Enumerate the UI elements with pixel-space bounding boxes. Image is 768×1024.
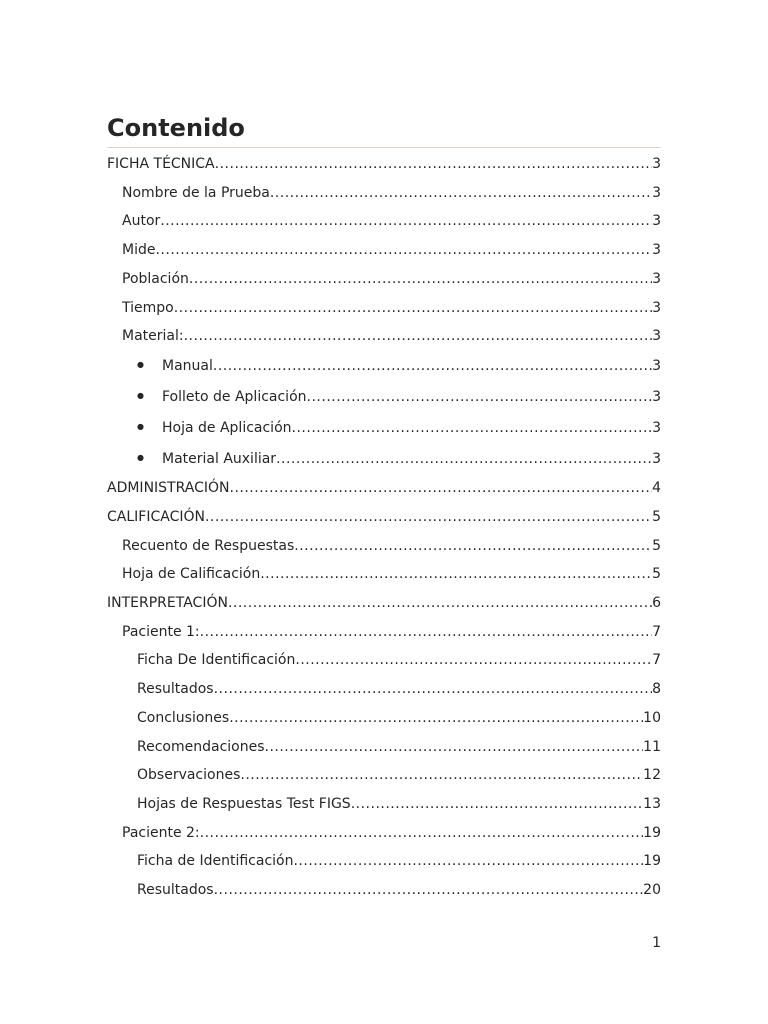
dot-leader — [230, 478, 653, 498]
dot-leader — [213, 356, 652, 376]
toc-entry-page: 20 — [643, 882, 661, 898]
toc-entry-title: Recomendaciones — [137, 738, 265, 755]
toc-entry-page: 3 — [652, 419, 661, 436]
dot-leader — [276, 449, 652, 469]
toc-entry-title: Tiempo — [122, 299, 174, 316]
toc-entry-page: 6 — [652, 595, 661, 611]
toc-entry[interactable] — [137, 737, 661, 757]
toc-entry[interactable] — [162, 387, 661, 407]
toc-entry-page: 5 — [652, 566, 661, 583]
heading-underline — [107, 147, 661, 148]
dot-leader — [307, 387, 653, 407]
dot-leader — [240, 765, 643, 785]
toc-entry-page: 3 — [652, 388, 661, 405]
toc-entry-title: Ficha de Identificación — [137, 853, 294, 870]
dot-leader — [270, 183, 652, 203]
toc-entry-page: 3 — [652, 156, 661, 172]
toc-entry[interactable] — [137, 679, 661, 699]
toc-entry-title: Observaciones — [137, 767, 241, 784]
dot-leader — [294, 536, 652, 556]
toc-entry[interactable] — [122, 823, 661, 843]
toc-entry[interactable] — [162, 418, 661, 438]
dot-leader — [184, 326, 652, 346]
dot-leader — [295, 650, 652, 670]
toc-entry[interactable] — [122, 564, 661, 584]
dot-leader — [160, 211, 652, 231]
bullet-icon: ● — [137, 390, 144, 400]
dot-leader — [214, 679, 652, 699]
toc-entry-page: 10 — [643, 709, 661, 726]
toc-entry-page: 19 — [643, 853, 661, 870]
toc-entry[interactable] — [122, 269, 661, 289]
toc-entry[interactable] — [137, 765, 661, 785]
toc-entry-page: 3 — [652, 242, 661, 259]
toc-entry-title: Material: — [122, 328, 184, 345]
toc-entry-title: Conclusiones — [137, 709, 230, 726]
toc-entry-title: Paciente 2: — [122, 824, 200, 841]
toc-entry-page: 5 — [652, 537, 661, 554]
dot-leader — [205, 507, 652, 527]
toc-entry-page: 3 — [652, 299, 661, 316]
dot-leader — [228, 593, 652, 613]
toc-entry-page: 3 — [652, 328, 661, 345]
toc-entry-page: 12 — [643, 767, 661, 784]
toc-entry[interactable] — [122, 536, 661, 556]
toc-entry-title: Autor — [122, 213, 161, 230]
toc-entry[interactable] — [137, 794, 661, 814]
toc-entry-page: 3 — [652, 213, 661, 230]
dot-leader — [174, 298, 652, 318]
bullet-icon: ● — [137, 452, 144, 462]
toc-entry[interactable] — [137, 851, 661, 871]
toc-entry-title: Ficha De Identificación — [137, 652, 296, 669]
dot-leader — [200, 622, 652, 642]
toc-entry[interactable] — [122, 298, 661, 318]
toc-entry-title: INTERPRETACIÓN — [107, 595, 228, 611]
toc-entry-title: ADMINISTRACIÓN — [107, 480, 230, 497]
toc-entry-title: Resultados — [137, 681, 214, 698]
toc-entry[interactable] — [122, 240, 661, 260]
toc-entry-title: Nombre de la Prueba — [122, 184, 270, 201]
toc-entry-title: Resultados — [137, 882, 214, 898]
toc-entry-title: Mide — [122, 242, 156, 259]
dot-leader — [260, 564, 652, 584]
toc-entry-page: 3 — [652, 184, 661, 201]
bullet-icon: ● — [137, 421, 144, 431]
toc-entry-page: 13 — [643, 795, 661, 812]
toc-entry-title: FICHA TÉCNICA — [107, 156, 215, 172]
toc-entry-page: 5 — [652, 508, 661, 525]
toc-entry-title: Material Auxiliar — [162, 450, 277, 467]
toc-entry-page: 11 — [643, 738, 661, 755]
toc-entry[interactable] — [107, 478, 661, 498]
dot-leader — [189, 269, 652, 289]
toc-entry[interactable] — [122, 183, 661, 203]
dot-leader — [229, 708, 643, 728]
toc-entry-title: Hojas de Respuestas Test FIGS — [137, 795, 351, 812]
toc-entry-page: 3 — [652, 450, 661, 467]
toc-entry[interactable] — [107, 593, 661, 613]
dot-leader — [214, 880, 644, 900]
toc-entry[interactable] — [162, 356, 661, 376]
dot-leader — [293, 851, 643, 871]
toc-entry[interactable] — [137, 708, 661, 728]
bullet-icon: ● — [137, 359, 144, 369]
dot-leader — [351, 794, 643, 814]
toc-heading: Contenido — [107, 114, 245, 142]
toc-entry[interactable] — [137, 650, 661, 670]
toc-entry-page: 4 — [652, 480, 661, 497]
toc-entry[interactable] — [137, 880, 661, 900]
toc-entry-title: Hoja de Aplicación — [162, 419, 292, 436]
toc-entry[interactable] — [107, 154, 661, 174]
toc-entry[interactable] — [122, 326, 661, 346]
page-number: 1 — [652, 935, 661, 951]
toc-entry-page: 8 — [652, 681, 661, 698]
toc-entry-title: CALIFICACIÓN — [107, 508, 205, 525]
toc-entry[interactable] — [107, 507, 661, 527]
toc-entry-page: 19 — [643, 824, 661, 841]
toc-entry-title: Población — [122, 270, 189, 287]
toc-entry-page: 7 — [652, 652, 661, 669]
toc-entry-page: 3 — [652, 270, 661, 287]
toc-entry[interactable] — [162, 449, 661, 469]
toc-entry-page: 3 — [652, 357, 661, 374]
dot-leader — [215, 154, 652, 174]
dot-leader — [200, 823, 644, 843]
dot-leader — [265, 737, 644, 757]
toc-entry-title: Paciente 1: — [122, 623, 200, 640]
toc-entry-title: Recuento de Respuestas — [122, 537, 295, 554]
toc-entry-title: Folleto de Aplicación — [162, 388, 307, 405]
toc-entry-title: Manual — [162, 357, 213, 374]
dot-leader — [155, 240, 652, 260]
toc-entry[interactable] — [122, 622, 661, 642]
toc-entry[interactable] — [122, 211, 661, 231]
toc-entry-page: 7 — [652, 623, 661, 640]
dot-leader — [292, 418, 653, 438]
toc-entry-title: Hoja de Calificación — [122, 566, 261, 583]
